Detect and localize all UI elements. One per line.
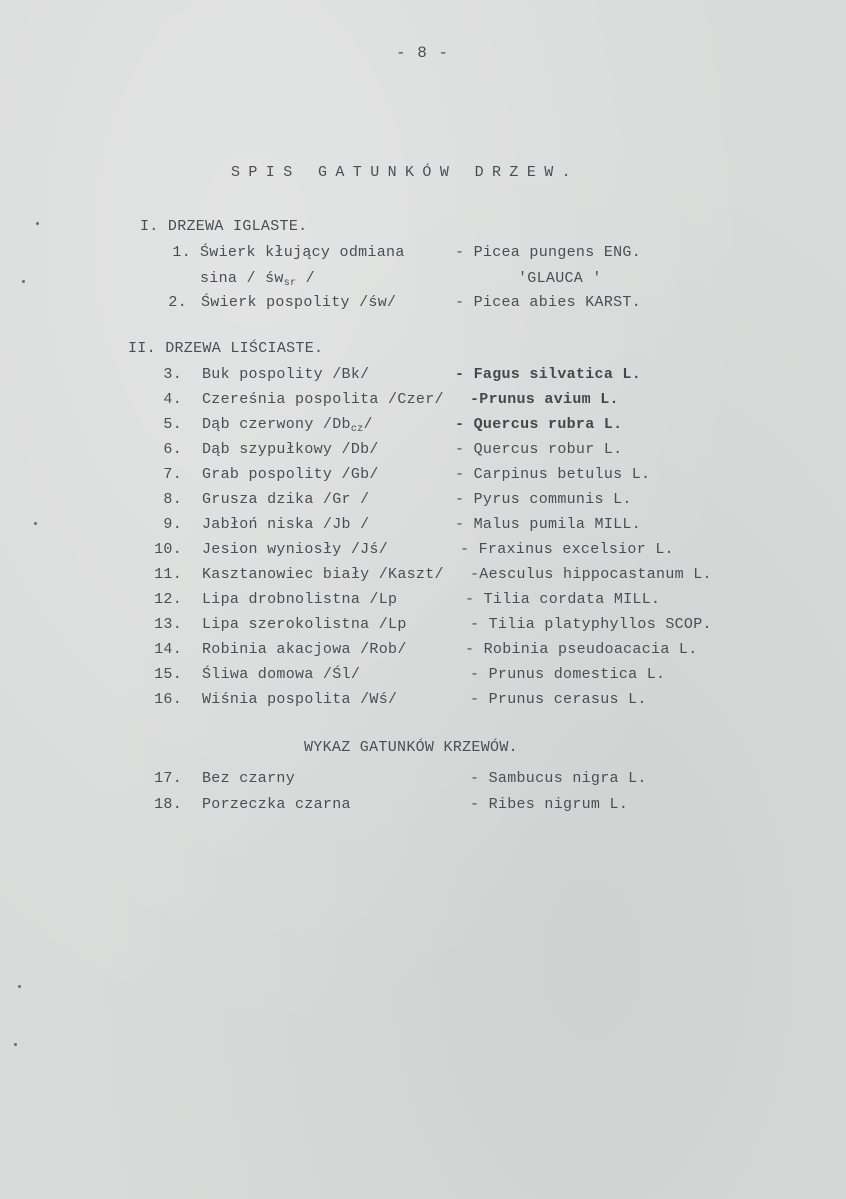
entry-name: Jabłoń niska /Jb / bbox=[202, 516, 370, 533]
entry-number: 10. bbox=[154, 541, 182, 558]
entry-name: Śliwa domowa /Śl/ bbox=[202, 666, 361, 683]
entry-latin-name: - Picea abies KARST. bbox=[455, 294, 642, 311]
shrubs-heading: WYKAZ GATUNKÓW KRZEWÓW. bbox=[304, 739, 518, 756]
entry-number: 7. bbox=[163, 466, 182, 483]
entry-latin-name: - Tilia cordata MILL. bbox=[465, 591, 661, 608]
entry-number: 5. bbox=[163, 416, 182, 433]
entry-number: 8. bbox=[163, 491, 182, 508]
entry-name: Czereśnia pospolita /Czer/ bbox=[202, 391, 444, 408]
margin-speck bbox=[14, 1043, 17, 1046]
entry-name: Porzeczka czarna bbox=[202, 796, 351, 813]
entry-name: Robinia akacjowa /Rob/ bbox=[202, 641, 407, 658]
section-deciduous-heading: II. DRZEWA LIŚCIASTE. bbox=[128, 340, 324, 357]
entry-latin-name: - Quercus rubra L. bbox=[455, 416, 623, 433]
entry-latin-name: - Robinia pseudoacacia L. bbox=[465, 641, 698, 658]
entry-number: 6. bbox=[163, 441, 182, 458]
entry-name: Lipa drobnolistna /Lp bbox=[202, 591, 398, 608]
entry-number: 12. bbox=[154, 591, 182, 608]
margin-speck bbox=[36, 222, 39, 225]
entry-latin-name: - Sambucus nigra L. bbox=[470, 770, 647, 787]
entry-number: 11. bbox=[154, 566, 182, 583]
entry-latin-name: - Prunus domestica L. bbox=[470, 666, 666, 683]
entry-number: 14. bbox=[154, 641, 182, 658]
entry-number: 15. bbox=[154, 666, 182, 683]
entry-latin-name: - Fagus silvatica L. bbox=[455, 366, 642, 383]
entry-number: 17. bbox=[154, 770, 182, 787]
page-number: - 8 - bbox=[396, 44, 450, 62]
entry-number: 4. bbox=[163, 391, 182, 408]
entry-latin-name: -Prunus avium L. bbox=[470, 391, 619, 408]
entry-number: 1. bbox=[172, 244, 191, 261]
entry-latin-name: - Fraxinus excelsior L. bbox=[460, 541, 674, 558]
margin-speck bbox=[22, 280, 25, 283]
entry-name: Buk pospolity /Bk/ bbox=[202, 366, 370, 383]
entry-name: Grusza dzika /Gr / bbox=[202, 491, 370, 508]
entry-latin-name: - Tilia platyphyllos SCOP. bbox=[470, 616, 712, 633]
entry-latin-name: - Quercus robur L. bbox=[455, 441, 623, 458]
entry-name: Grab pospolity /Gb/ bbox=[202, 466, 379, 483]
entry-number: 2. bbox=[168, 294, 187, 311]
entry-name: Dąb szypułkowy /Db/ bbox=[202, 441, 379, 458]
entry-number: 13. bbox=[154, 616, 182, 633]
section-conifers-heading: I. DRZEWA IGLASTE. bbox=[140, 218, 308, 235]
entry-latin-name: 'GLAUCA ' bbox=[518, 270, 602, 287]
entry-name: Świerk kłujący odmiana bbox=[200, 244, 405, 261]
entry-name: Świerk pospolity /św/ bbox=[201, 294, 397, 311]
entry-name: Kasztanowiec biały /Kaszt/ bbox=[202, 566, 444, 583]
entry-name: sina / $św_{sr}$ / bbox=[200, 270, 315, 289]
entry-latin-name: - Malus pumila MILL. bbox=[455, 516, 642, 533]
entry-number: 18. bbox=[154, 796, 182, 813]
entry-number: 3. bbox=[163, 366, 182, 383]
entry-name: Bez czarny bbox=[202, 770, 296, 787]
entry-latin-name: - Carpinus betulus L. bbox=[455, 466, 651, 483]
entry-number: 9. bbox=[163, 516, 182, 533]
entry-latin-name: - Prunus cerasus L. bbox=[470, 691, 647, 708]
entry-name: Dąb czerwony $/Db_{cz}/$ bbox=[202, 416, 373, 435]
document-title: SPIS GATUNKÓW DRZEW. bbox=[231, 164, 580, 181]
entry-name: Jesion wyniosły /Jś/ bbox=[202, 541, 389, 558]
entry-name: Wiśnia pospolita /Wś/ bbox=[202, 691, 398, 708]
entry-name: Lipa szerokolistna /Lp bbox=[202, 616, 407, 633]
margin-speck bbox=[18, 985, 21, 988]
margin-speck bbox=[34, 522, 37, 525]
entry-latin-name: - Ribes nigrum L. bbox=[470, 796, 629, 813]
entry-latin-name: - Pyrus communis L. bbox=[455, 491, 632, 508]
entry-latin-name: -Aesculus hippocastanum L. bbox=[470, 566, 712, 583]
entry-number: 16. bbox=[154, 691, 182, 708]
entry-latin-name: - Picea pungens ENG. bbox=[455, 244, 642, 261]
